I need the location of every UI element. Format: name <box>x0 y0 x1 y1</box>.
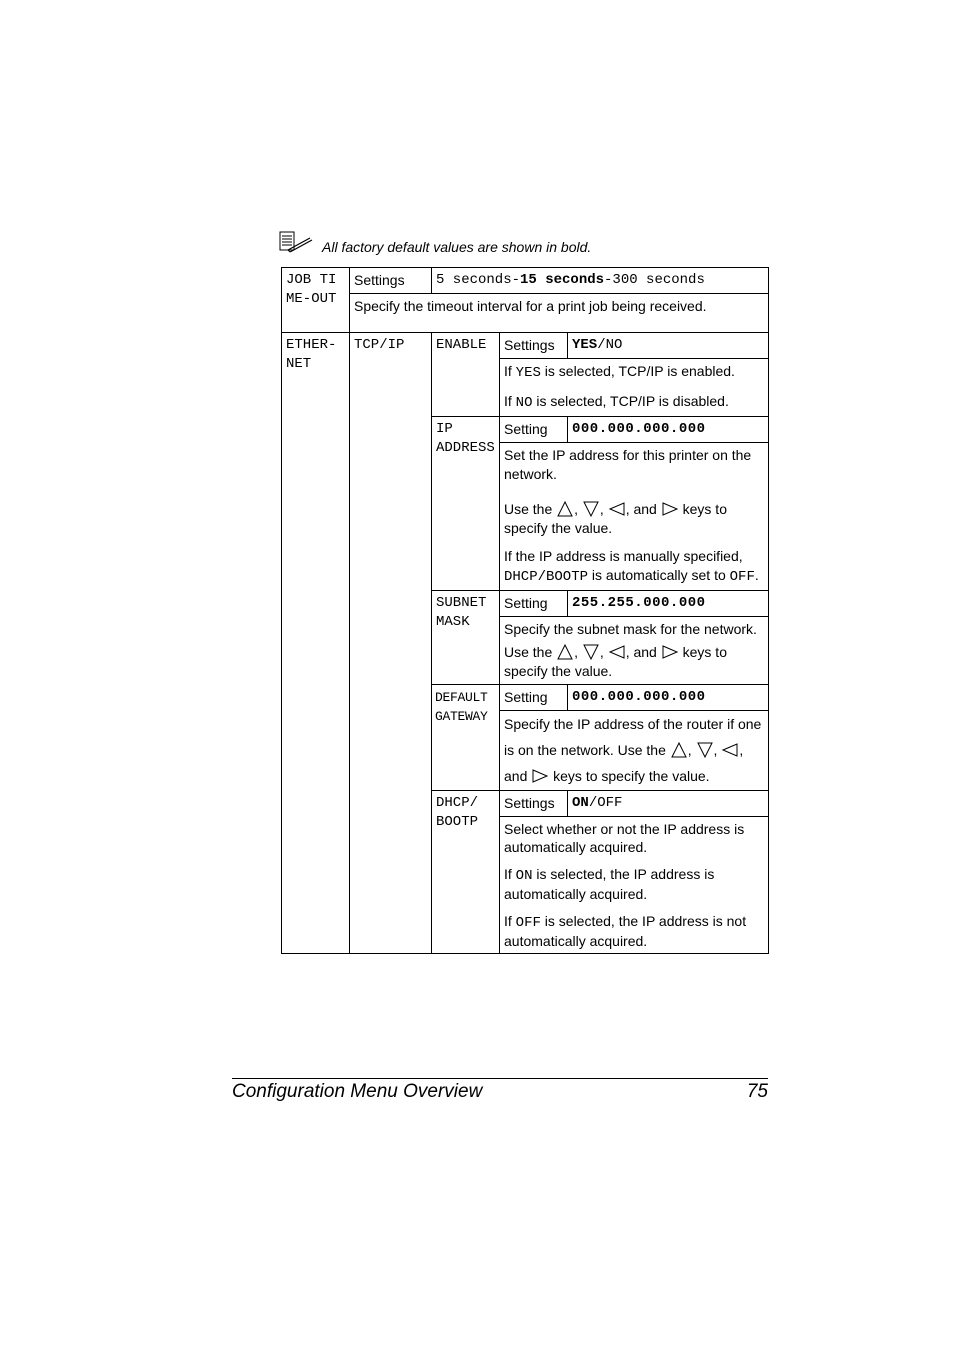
note-pencil-icon <box>278 230 314 254</box>
value-pre: 5 seconds- <box>436 272 521 288</box>
value-rest: /NO <box>597 337 623 353</box>
left-triangle-icon <box>608 643 626 661</box>
page-number: 75 <box>746 1081 768 1102</box>
config-table <box>281 267 769 954</box>
subnet-mask-label: SUBNET MASK <box>436 595 487 630</box>
subnet-mask-setting-label: Setting <box>500 591 568 617</box>
subnet-mask-name <box>432 591 500 685</box>
ethernet-name <box>282 333 350 954</box>
dhcp-bootp-label: DHCP/ BOOTP <box>436 795 479 830</box>
job-timeout-settings-label: Settings <box>350 268 432 294</box>
default-gateway-value: 000.000.000.000 <box>568 685 769 711</box>
up-triangle-icon <box>556 643 574 661</box>
code-no: NO <box>515 395 533 411</box>
dhcp-bootp-name <box>432 791 500 954</box>
job-timeout-description: Specify the timeout interval for a print job being received. <box>350 294 769 333</box>
default-gateway-label: DEFAULT GATEWAY <box>435 690 488 724</box>
code-off: OFF <box>729 569 755 585</box>
subnet-mask-value: 255.255.000.000 <box>568 591 769 617</box>
right-triangle-icon <box>661 643 679 661</box>
ip-desc-1: Set the IP address for this printer on the network. <box>504 447 752 482</box>
dhcp-bootp-description: Select whether or not the IP address is automatically acquired. If ON is selected, the IP address is automatically acquired. If OFF is selected, the IP address is not automatically acquired. <box>500 817 769 954</box>
enable-description: If YES is selected, TCP/IP is enabled. If NO is selected, TCP/IP is disabled. <box>500 359 769 417</box>
value-post: -300 seconds <box>604 272 705 288</box>
default-gateway-name <box>432 685 500 791</box>
code-on: ON <box>515 868 533 884</box>
table-row <box>282 333 769 359</box>
value-default: 15 seconds <box>520 272 605 288</box>
subnet-mask-description: Specify the subnet mask for the network. Use the , , , and keys to specify the value. <box>500 617 769 685</box>
subnet-desc-1: Specify the subnet mask for the network. <box>504 621 757 637</box>
code-dhcp-bootp: DHCP/BOOTP <box>504 569 589 585</box>
value-rest: /OFF <box>588 795 623 811</box>
left-triangle-icon <box>608 500 626 518</box>
ethernet-label: ETHER-NET <box>286 337 337 372</box>
job-timeout-values <box>432 268 769 294</box>
dhcp-desc-1: Select whether or not the IP address is automatically acquired. <box>504 821 745 855</box>
ip-address-description: Set the IP address for this printer on the network. Use the , , , and keys to specify the value. If the IP address is manually specified, DHCP/BOOTP is automatically set to OFF. <box>500 443 769 591</box>
note-text: All factory default values are shown in bold. <box>322 239 592 255</box>
up-triangle-icon <box>556 500 574 518</box>
footer-title: Configuration Menu Overview <box>232 1081 483 1102</box>
dhcp-bootp-values <box>568 791 769 817</box>
ip-address-label: IP ADDRESS <box>436 421 495 456</box>
up-triangle-icon <box>670 741 688 759</box>
note <box>278 230 678 258</box>
code-yes: YES <box>515 365 541 381</box>
down-triangle-icon <box>696 741 714 759</box>
table-row <box>282 268 769 294</box>
right-triangle-icon <box>661 500 679 518</box>
down-triangle-icon <box>582 643 600 661</box>
job-timeout-label: JOB TIME-OUT <box>286 272 337 307</box>
ip-address-name <box>432 417 500 591</box>
default-gateway-description: Specify the IP address of the router if one is on the network. Use the , , , and keys to specify the value. <box>500 711 769 791</box>
code-off: OFF <box>515 915 541 931</box>
tcpip-group: TCP/IP <box>350 333 432 954</box>
table-row <box>282 294 769 333</box>
dhcp-bootp-settings-label: Settings <box>500 791 568 817</box>
default-gateway-setting-label: Setting <box>500 685 568 711</box>
enable-values <box>568 333 769 359</box>
footer-divider <box>232 1078 768 1079</box>
job-timeout-name <box>282 268 350 333</box>
left-triangle-icon <box>721 741 739 759</box>
value-default: ON <box>572 795 589 811</box>
enable-settings-label: Settings <box>500 333 568 359</box>
down-triangle-icon <box>582 500 600 518</box>
ip-address-setting-label: Setting <box>500 417 568 443</box>
ip-address-value: 000.000.000.000 <box>568 417 769 443</box>
value-default: YES <box>572 337 598 353</box>
right-triangle-icon <box>531 767 549 785</box>
enable-name: ENABLE <box>432 333 500 417</box>
